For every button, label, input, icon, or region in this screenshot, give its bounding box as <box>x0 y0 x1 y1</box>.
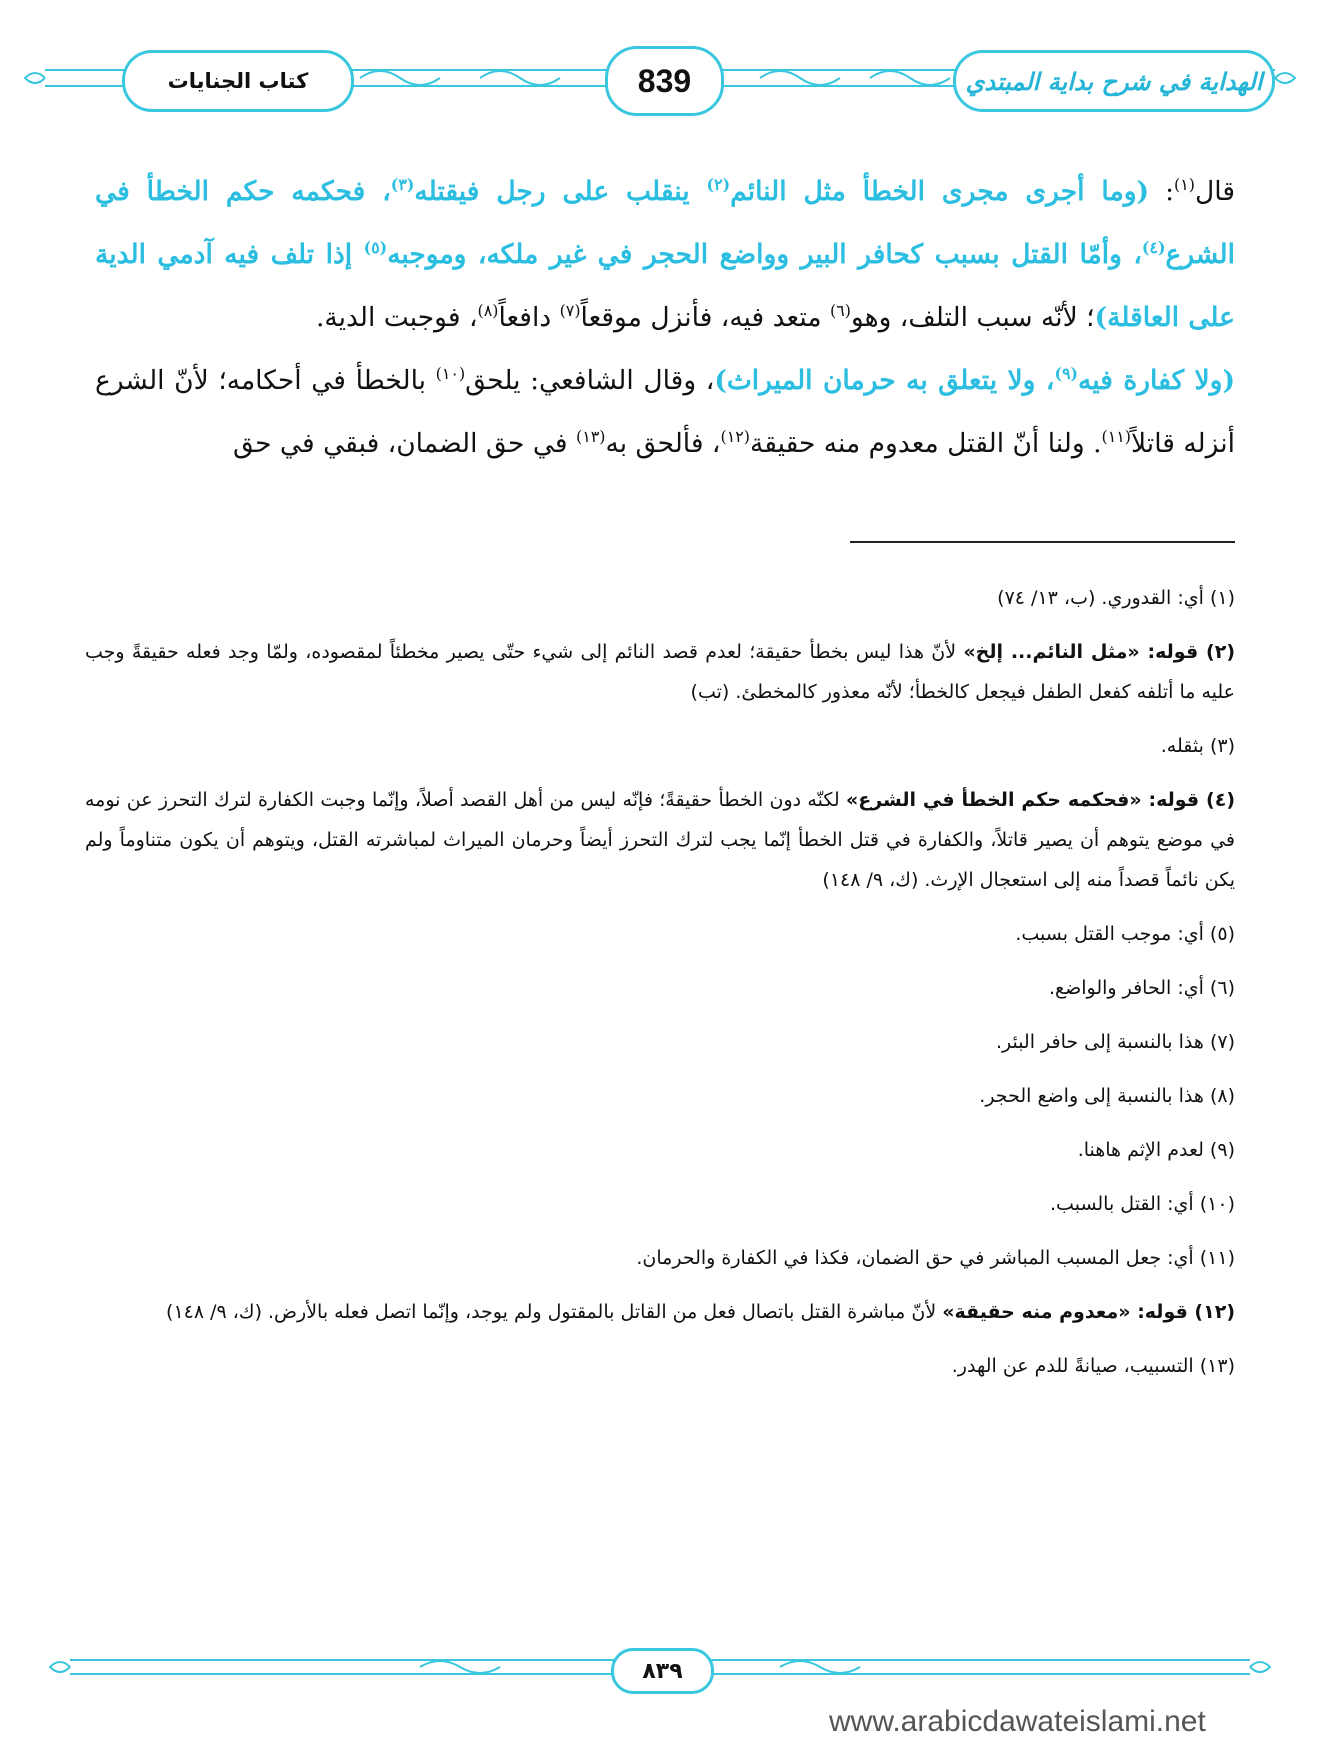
footnote-8: (٨) هذا بالنسبة إلى واضع الحجر. <box>979 1085 1235 1107</box>
matn-text: (وما أجرى مجرى الخطأ مثل النائم <box>730 176 1150 207</box>
text-run: . ولنا أنّ القتل معدوم منه حقيقة <box>749 428 1102 459</box>
text-run: قال <box>1195 176 1235 207</box>
matn-text: ، فحكمه حكم الخطأ في الشرع <box>95 176 1235 270</box>
footnote-ref: (٣) <box>390 175 415 195</box>
text-run: متعد فيه، فأنزل موقعاً <box>580 302 830 333</box>
footnote-ref: (٨) <box>477 301 499 321</box>
footnote-7: (٧) هذا بالنسبة إلى حافر البئر. <box>995 1031 1235 1053</box>
main-paragraph-2 <box>95 349 1235 475</box>
footnote-label: (٢) قوله: «مثل النائم... إلخ» <box>963 641 1235 663</box>
footnote-10: (١٠) أي: القتل بالسبب. <box>1050 1193 1235 1215</box>
footnote-ref: (٧) <box>559 301 581 321</box>
footnote-ref: (٩) <box>1054 364 1079 384</box>
footnote-12 <box>85 1292 1235 1332</box>
footnote-1: (١) أي: القدوري. (ب، ١٣/ ٧٤) <box>997 587 1235 609</box>
matn-text: ، وأمّا القتل بسبب كحافر البير وواضع الحجر في غير ملكه، وموجبه <box>387 239 1142 270</box>
footnote-ref: (١٢) <box>720 427 750 447</box>
book-title: كتاب الجنايات <box>167 69 309 93</box>
main-paragraph-1 <box>95 160 1235 349</box>
footnote-4 <box>85 780 1235 900</box>
text-run: : <box>1149 176 1175 207</box>
main-text <box>95 160 1235 475</box>
matn-text: (ولا كفارة فيه <box>1078 365 1235 396</box>
footnote-text: لأنّ مباشرة القتل باتصال فعل من القاتل بالمقتول ولم يوجد، وإنّما اتصل فعله بالأرض. (ك، ٩/ ١٤٨) <box>166 1301 943 1323</box>
footer-page-number: ٨٣٩ <box>642 1658 683 1684</box>
footnote-ref: (٥) <box>363 238 388 258</box>
series-title-badge <box>953 50 1275 112</box>
text-run: في حق الضمان، فبقي في حق <box>233 428 576 459</box>
footnote-ref: (٤) <box>1141 238 1166 258</box>
text-run: بالخطأ في أحكامه؛ لأنّ الشرع أنزله قاتلاً <box>95 365 1235 459</box>
footnote-6: (٦) أي: الحافر والواضع. <box>1048 977 1235 999</box>
footnote-label: (١٢) قوله: «معدوم منه حقيقة» <box>942 1301 1235 1323</box>
footnote-ref: (٢) <box>706 175 731 195</box>
footer-page-badge <box>611 1648 714 1694</box>
text-run: ، فألحق به <box>605 428 721 459</box>
footnote-3: (٣) بثقله. <box>1160 735 1235 757</box>
footnote-text: لكنّه دون الخطأ حقيقةً؛ فإنّه ليس من أهل القصد أصلاً، وإنّما وجبت الكفارة لترك التحرز عن نومه في موضع يتوهم أن يصير قاتلاً، والكفارة في قتل الخطأ إنّما يجب لترك التحرز أيضاً وحرمان الميراث لمباشرته القتل، ويتوهم أن يكون متناوماً ولم يكن نائماً قصداً منه إلى استعجال الإرث. (ك، ٩/ ١٤٨) <box>85 789 1235 891</box>
footnote-2 <box>85 632 1235 712</box>
footnote-separator <box>850 541 1235 543</box>
footnote-text: لأنّ هذا ليس بخطأ حقيقة؛ لعدم قصد النائم إلى شيء حتّى يصير مخطئاً لمقصوده، ولمّا وجد فعله حقيقةً وجب عليه ما أتلفه كفعل الطفل فيجعل كالخطأ؛ لأنّه معذور كالمخطئ. (تب) <box>85 641 1235 703</box>
footnote-label: (٤) قوله: «فحكمه حكم الخطأ في الشرع» <box>845 789 1235 811</box>
page-number: 839 <box>637 62 692 99</box>
footnote-ref: (١١) <box>1101 427 1131 447</box>
matn-text: ، ولا يتعلق به حرمان الميراث) <box>714 365 1055 396</box>
page-header <box>0 0 1319 150</box>
website-url: www.arabicdawateislami.net <box>829 1705 1206 1738</box>
series-title: الهداية في شرح بداية المبتدي <box>965 66 1263 96</box>
footnote-9: (٩) لعدم الإثم هاهنا. <box>1077 1139 1235 1161</box>
matn-text: ينقلب على رجل فيقتله <box>414 176 707 207</box>
text-run: ؛ لأنّه سبب التلف، وهو <box>850 302 1095 333</box>
text-run: ، فوجبت الدية. <box>315 302 478 333</box>
text-run: دافعاً <box>498 302 560 333</box>
footnote-ref: (١) <box>1174 175 1195 195</box>
footnote-ref: (١٣) <box>576 427 606 447</box>
page-number-badge <box>605 46 724 116</box>
matn-text: إذا تلف فيه آدمي الدية على العاقلة) <box>95 239 1235 333</box>
footnote-ref: (٦) <box>829 301 851 321</box>
book-title-badge <box>122 50 354 112</box>
footnote-13: (١٣) التسبيب، صيانةً للدم عن الهدر. <box>951 1355 1235 1377</box>
footnote-ref: (١٠) <box>435 364 466 384</box>
footnotes <box>85 578 1235 1400</box>
footnote-5: (٥) أي: موجب القتل بسبب. <box>1015 923 1235 945</box>
footnote-11: (١١) أي: جعل المسبب المباشر في حق الضمان، فكذا في الكفارة والحرمان. <box>636 1247 1235 1269</box>
text-run: ، وقال الشافعي: يلحق <box>465 365 715 396</box>
